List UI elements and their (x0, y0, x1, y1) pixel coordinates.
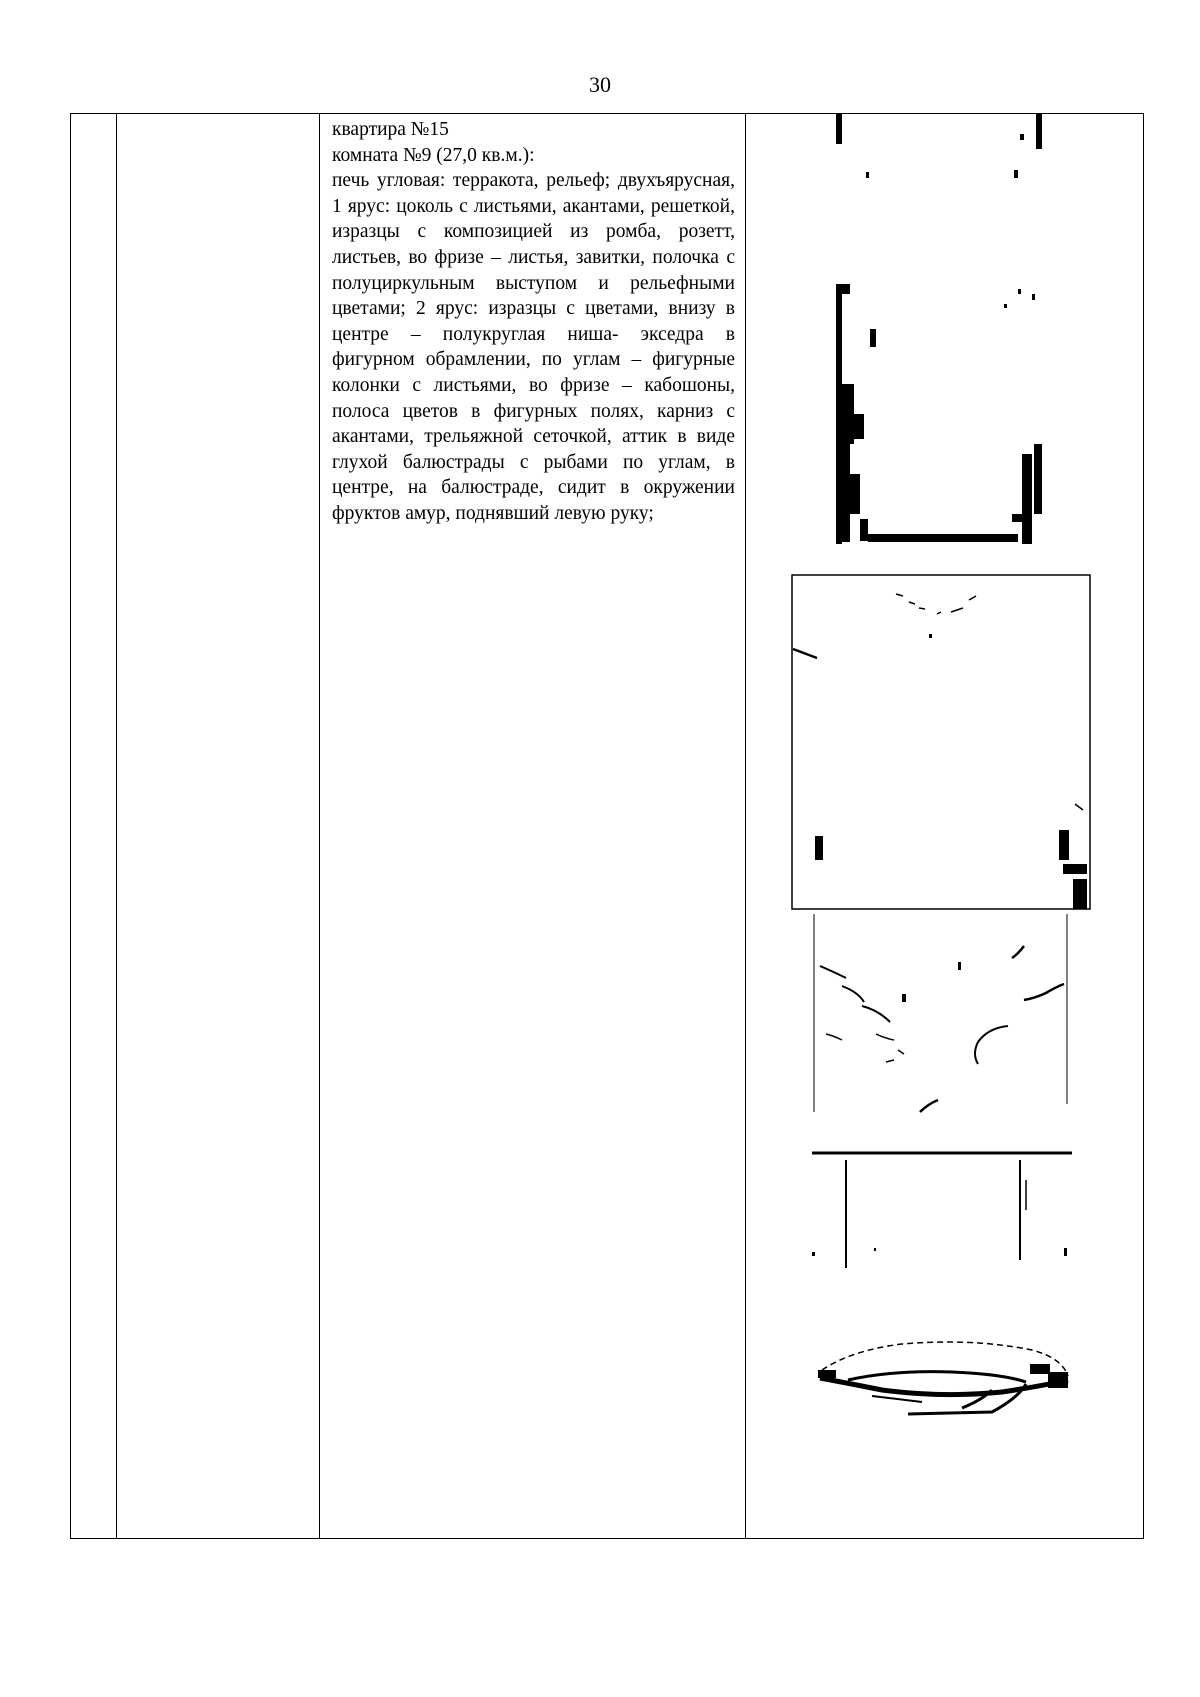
name-cell (117, 114, 320, 1539)
photos-column (746, 114, 1143, 1538)
photo-stove-top (836, 114, 1044, 544)
apartment-title: квартира №15 (332, 119, 449, 140)
description-block (320, 114, 745, 527)
inventory-table (70, 113, 1144, 1539)
photo-stove-tiles (812, 914, 1070, 1114)
photo-stove-middle (791, 574, 1091, 910)
stove-description: печь угловая: терракота, рельеф; двухъярусная, 1 ярус: цоколь с листьями, акантами, решеткой, изразцы с композицией из ромба, розетт, листьев, во фризе – листья, завитки, полочка с полуциркульным выступом и рельефными цветами; 2 ярус: изразцы с цветами, внизу в центре – полукруглая ниша- экседра в фигурном обрамлении, по углам – фигурные колонки с листьями, во фризе – кабошоны, полоса цветов в фигурных полях, карниз с акантами, трельяжной сеточкой, аттик в виде глухой балюстрады с рыбами по углам, в центре, на балюстраде, сидит в окружении фруктов амур, поднявший левую руку; (332, 170, 735, 524)
photos-cell (746, 114, 1144, 1539)
table-row (71, 114, 1144, 1539)
room-title: комната №9 (27,0 кв.м.): (332, 144, 535, 166)
page-number: 30 (589, 72, 611, 97)
description-cell (320, 114, 746, 1539)
photo-stove-base (812, 1320, 1072, 1420)
index-cell (71, 114, 117, 1539)
photo-stove-columns (812, 1150, 1072, 1290)
